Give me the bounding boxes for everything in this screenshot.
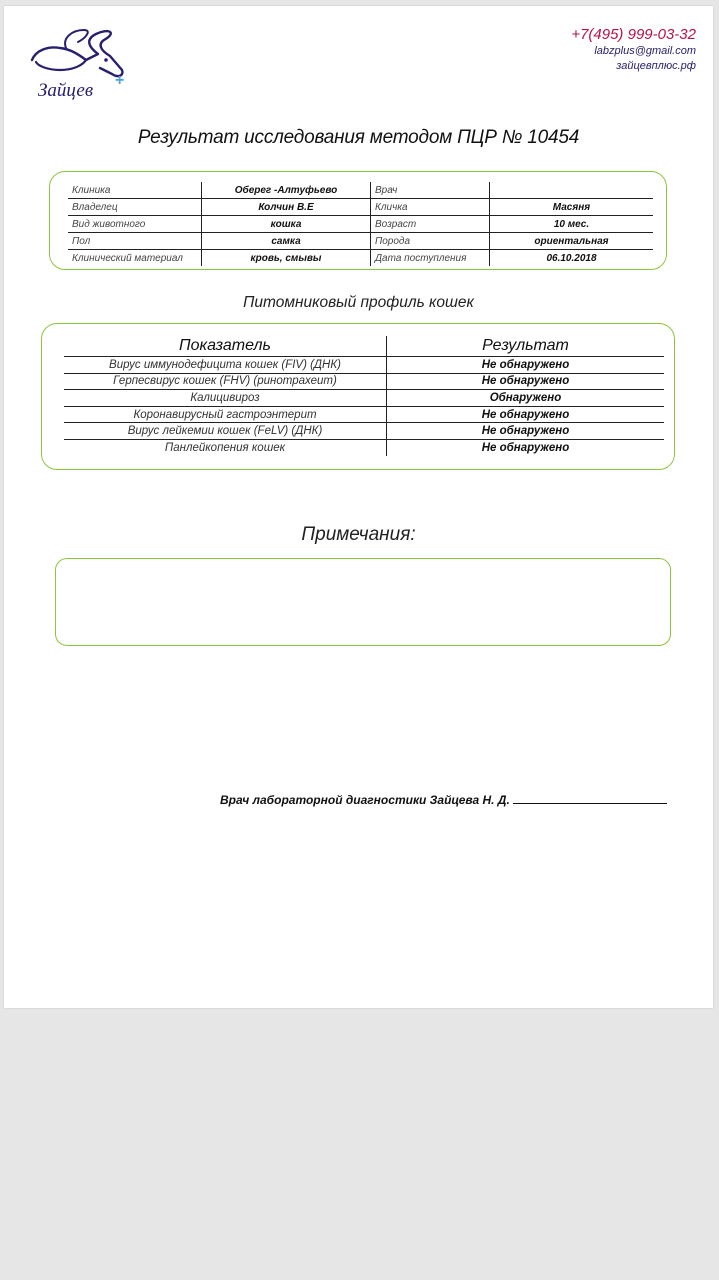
indicator-column-header: Показатель <box>64 336 387 357</box>
info-value: Колчин В.Е <box>202 199 371 216</box>
document-title: Результат исследования методом ПЦР № 10454 <box>137 127 580 148</box>
company-logo <box>26 24 136 102</box>
info-label: Владелец <box>68 199 202 216</box>
info-value: кровь, смывы <box>202 250 371 267</box>
info-value: 06.10.2018 <box>490 250 654 267</box>
table-row <box>64 390 664 407</box>
email-address: labzplus@gmail.com <box>594 45 696 57</box>
table-row <box>64 373 664 390</box>
contact-info <box>571 26 696 74</box>
phone-number: +7(495) 999-03-32 <box>571 26 696 43</box>
info-value: Оберег -Алтуфьево <box>202 182 371 199</box>
table-row <box>64 357 664 374</box>
info-value: кошка <box>202 216 371 233</box>
result-column-header: Результат <box>387 336 665 357</box>
indicator-cell: Герпесвирус кошек (FHV) (ринотрахеит) <box>64 373 387 390</box>
info-label: Порода <box>371 233 490 250</box>
results-table <box>64 336 664 456</box>
notes-title: Примечания: <box>301 524 416 545</box>
info-value: ориентальная <box>490 233 654 250</box>
info-row <box>68 216 653 233</box>
info-label: Кличка <box>371 199 490 216</box>
info-row <box>68 199 653 216</box>
info-row <box>68 233 653 250</box>
info-value <box>490 182 654 199</box>
info-label: Дата поступления <box>371 250 490 267</box>
result-cell: Не обнаружено <box>387 373 665 390</box>
info-row <box>68 250 653 267</box>
notes-box <box>55 558 671 646</box>
result-cell: Обнаружено <box>387 390 665 407</box>
info-label: Клиника <box>68 182 202 199</box>
signature-text: Врач лабораторной диагностики Зайцева Н. Д. <box>220 793 510 807</box>
patient-info-box <box>49 171 667 270</box>
result-cell: Не обнаружено <box>387 439 665 455</box>
profile-title: Питомниковый профиль кошек <box>243 294 474 311</box>
signature-line <box>220 791 667 807</box>
results-box <box>41 323 675 470</box>
indicator-cell: Панлейкопения кошек <box>164 441 286 454</box>
table-row <box>64 423 664 440</box>
svg-text:Зайцев: Зайцев <box>38 80 94 101</box>
info-label: Клинический материал <box>72 252 183 264</box>
table-row <box>64 439 664 455</box>
document-page <box>4 6 713 1008</box>
results-header-row <box>64 336 664 357</box>
indicator-cell: Вирус лейкемии кошек (FeLV) (ДНК) <box>64 423 387 440</box>
info-label: Врач <box>371 182 490 199</box>
info-value: Масяня <box>490 199 654 216</box>
table-row <box>64 406 664 423</box>
result-cell: Не обнаружено <box>387 406 665 423</box>
indicator-cell: Вирус иммунодефицита кошек (FIV) (ДНК) <box>64 357 387 374</box>
info-label: Возраст <box>371 216 490 233</box>
info-label: Пол <box>68 233 202 250</box>
rabbit-logo-icon <box>26 24 136 102</box>
result-cell: Не обнаружено <box>387 423 665 440</box>
info-row <box>68 182 653 199</box>
signature-blank <box>513 791 667 804</box>
svg-text:+: + <box>115 72 125 89</box>
result-cell: Не обнаружено <box>387 357 665 374</box>
info-value: 10 мес. <box>490 216 654 233</box>
info-label: Вид животного <box>68 216 202 233</box>
indicator-cell: Калицивироз <box>64 390 387 407</box>
info-value: самка <box>202 233 371 250</box>
website-address: зайцевплюс.рф <box>616 60 696 72</box>
indicator-cell: Коронавирусный гастроэнтерит <box>64 406 387 423</box>
patient-info-table <box>68 182 653 266</box>
